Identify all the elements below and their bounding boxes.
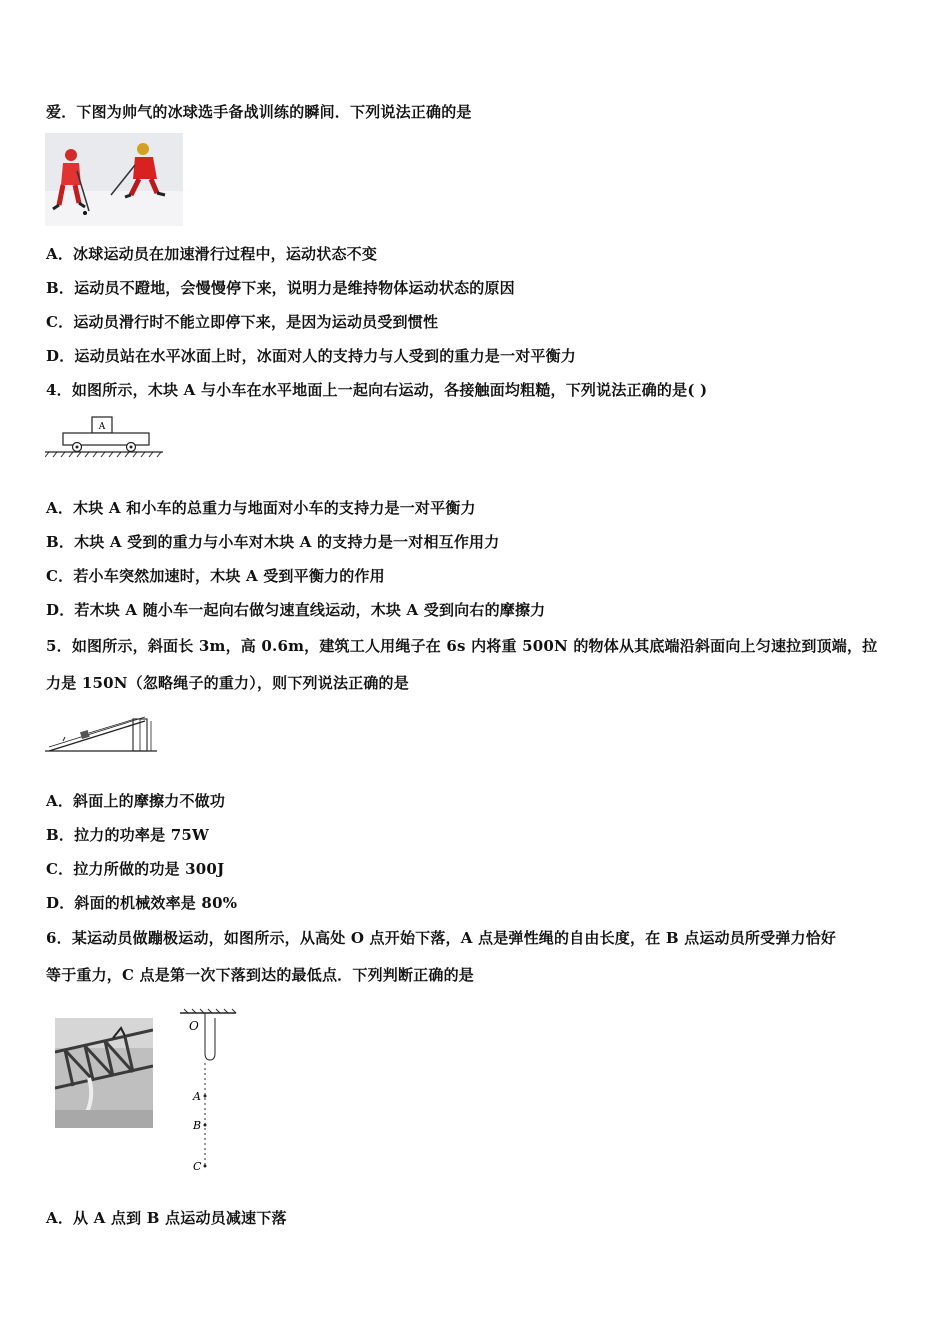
q3-option-b: B．运动员不蹬地，会慢慢停下来，说明力是维持物体运动状态的原因: [46, 279, 515, 297]
block-a-label: A: [98, 422, 106, 432]
q5-stem-line1: 5．如图所示，斜面长 3m，高 0.6m，建筑工人用绳子在 6s 内将重 500N 的物体从其底端沿斜面向上匀速拉到顶端，拉: [46, 637, 878, 655]
q4-option-b: B．木块 A 受到的重力与小车对木块 A 的支持力是一对相互作用力: [46, 533, 500, 551]
q5-option-b: B．拉力的功率是 75W: [46, 826, 210, 844]
bungee-jump-photo: [55, 1018, 153, 1128]
q4-stem: 4．如图所示，木块 A 与小车在水平地面上一起向右运动，各接触面均粗糙，下列说法正确的是( ): [46, 381, 708, 399]
q3-option-c: C．运动员滑行时不能立即停下来，是因为运动员受到惯性: [46, 313, 439, 331]
q4-option-d: D．若木块 A 随小车一起向右做匀速直线运动，木块 A 受到向右的摩擦力: [46, 601, 546, 619]
q5-stem-line2: 力是 150N（忽略绳子的重力），则下列说法正确的是: [46, 674, 409, 692]
q5-option-c: C．拉力所做的功是 300J: [46, 860, 225, 878]
inclined-plane-diagram: [45, 713, 159, 757]
q3-stem: 爱．下图为帅气的冰球选手备战训练的瞬间．下列说法正确的是: [46, 103, 472, 121]
q5-option-a: A．斜面上的摩擦力不做功: [46, 792, 226, 810]
q5-option-d: D．斜面的机械效率是 80%: [46, 894, 238, 912]
cart-block-diagram: [45, 412, 165, 462]
point-c: [204, 1165, 207, 1168]
label-b: B: [193, 1119, 202, 1132]
point-a: [204, 1095, 207, 1098]
slope-line: [49, 721, 145, 751]
q6-stem-line1: 6．某运动员做蹦极运动，如图所示，从高处 O 点开始下落，A 点是弹性绳的自由长度，在 B 点运动员所受弹力恰好: [46, 929, 837, 947]
q3-option-a: A．冰球运动员在加速滑行过程中，运动状态不变: [46, 245, 378, 263]
bungee-points-diagram: [178, 1008, 240, 1176]
label-a: A: [193, 1090, 201, 1103]
q4-option-a: A．木块 A 和小车的总重力与地面对小车的支持力是一对平衡力: [46, 499, 476, 517]
q4-option-c: C．若小车突然加速时，木块 A 受到平衡力的作用: [46, 567, 385, 585]
point-b: [204, 1124, 207, 1127]
label-c: C: [193, 1160, 202, 1173]
object-on-slope: [80, 730, 90, 739]
q6-stem-line2: 等于重力，C 点是第一次下落到达的最低点．下列判断正确的是: [46, 966, 474, 984]
hockey-players-photo: [45, 133, 183, 226]
q3-option-d: D．运动员站在水平冰面上时，冰面对人的支持力与人受到的重力是一对平衡力: [46, 347, 577, 365]
q6-option-a: A．从 A 点到 B 点运动员减速下落: [46, 1209, 287, 1227]
label-o: O: [189, 1019, 199, 1033]
elastic-cord: [205, 1013, 215, 1060]
